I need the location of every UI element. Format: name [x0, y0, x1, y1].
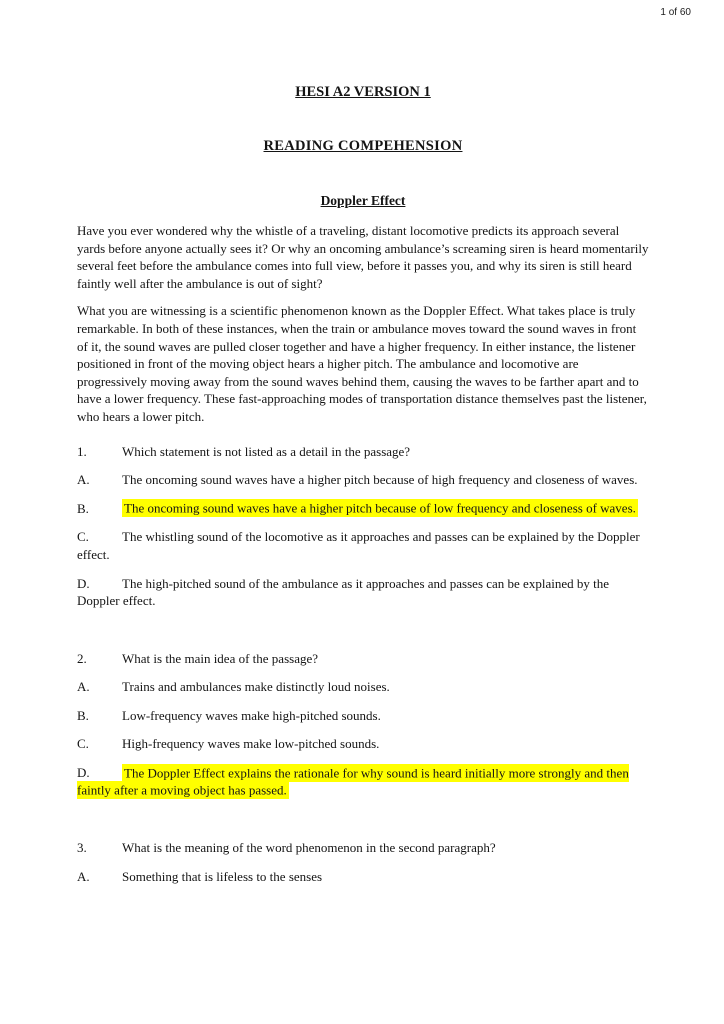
question-number: 2.: [77, 650, 87, 666]
option-text: Low-frequency waves make high-pitched sounds.: [122, 707, 381, 723]
options-list: [77, 868, 649, 886]
passage-title: Doppler Effect: [320, 193, 406, 208]
section-title: READING COMPEHENSION: [263, 138, 463, 154]
highlighted-answer-text: The oncoming sound waves have a higher pitch because of low frequency and closeness of waves.: [124, 500, 636, 516]
questions-list: [77, 443, 649, 886]
question-row: [77, 839, 649, 857]
question-number: 1.: [77, 443, 87, 459]
option-label: D.: [77, 575, 90, 591]
option-row: [77, 707, 649, 725]
question-text: What is the main idea of the passage?: [122, 650, 319, 666]
option-label: C.: [77, 529, 89, 545]
option-row: [77, 735, 649, 753]
option-label: C.: [77, 736, 89, 752]
question-row: [77, 443, 649, 461]
option-text: The whistling sound of the locomotive as it approaches and passes can be explained by the Doppler effect.: [77, 529, 640, 562]
doc-title: HESI A2 VERSION 1: [295, 84, 431, 100]
question-block: [77, 443, 649, 610]
option-label: B.: [77, 500, 89, 516]
option-label: A.: [77, 472, 90, 488]
option-row: [77, 764, 649, 799]
option-label: A.: [77, 679, 90, 695]
option-label: B.: [77, 707, 89, 723]
question-number: 3.: [77, 840, 87, 856]
highlighted-answer-text: The Doppler Effect explains the rationale for why sound is heard initially more strongly and then faintly after a moving object has passed.: [77, 765, 629, 798]
option-row: [77, 500, 649, 518]
option-label: A.: [77, 868, 90, 884]
question-text: What is the meaning of the word phenomenon in the second paragraph?: [122, 840, 496, 856]
options-list: [77, 471, 649, 610]
option-text: High-frequency waves make low-pitched sounds.: [122, 736, 380, 752]
question-row: [77, 650, 649, 668]
option-row: [77, 678, 649, 696]
options-list: [77, 678, 649, 799]
passage-paragraph: Have you ever wondered why the whistle of a traveling, distant locomotive predicts its approach several yards before anyone actually sees it? Or why an oncoming ambulance’s screaming siren is heard momentarily several feet before the ambulance comes into full view, before it passes you, and why its siren is still heard faintly well after the ambulance is out of sight?: [77, 223, 649, 291]
document-content: [77, 0, 649, 885]
option-row: [77, 575, 649, 610]
option-text: Trains and ambulances make distinctly loud noises.: [122, 679, 390, 695]
option-row: [77, 471, 649, 489]
page-indicator: 1 of 60: [660, 7, 691, 18]
option-row: [77, 868, 649, 886]
passage-paragraph: What you are witnessing is a scientific phenomenon known as the Doppler Effect. What takes place is truly remarkable. In both of these instances, when the train or ambulance moves toward the sound waves in front of it, the sound waves are pulled closer together and have a higher frequency. In either instance, the listener positioned in front of the moving object hears a higher pitch. The ambulance and locomotive are progressively moving away from the sound waves behind them, causing the waves to be farther apart and to have a lower frequency. These fast-approaching modes of transportation distance themselves past the listener, who hears a lower pitch.: [77, 303, 647, 424]
question-block: [77, 650, 649, 800]
question-block: [77, 839, 649, 885]
option-text: Something that is lifeless to the senses: [122, 868, 323, 884]
option-label: D.: [77, 765, 90, 781]
option-row: [77, 528, 649, 563]
option-text: The high-pitched sound of the ambulance as it approaches and passes can be explained by the Doppler effect.: [77, 575, 609, 609]
option-text: The oncoming sound waves have a higher pitch because of high frequency and closeness of waves.: [122, 472, 638, 488]
question-text: Which statement is not listed as a detail in the passage?: [122, 443, 411, 459]
